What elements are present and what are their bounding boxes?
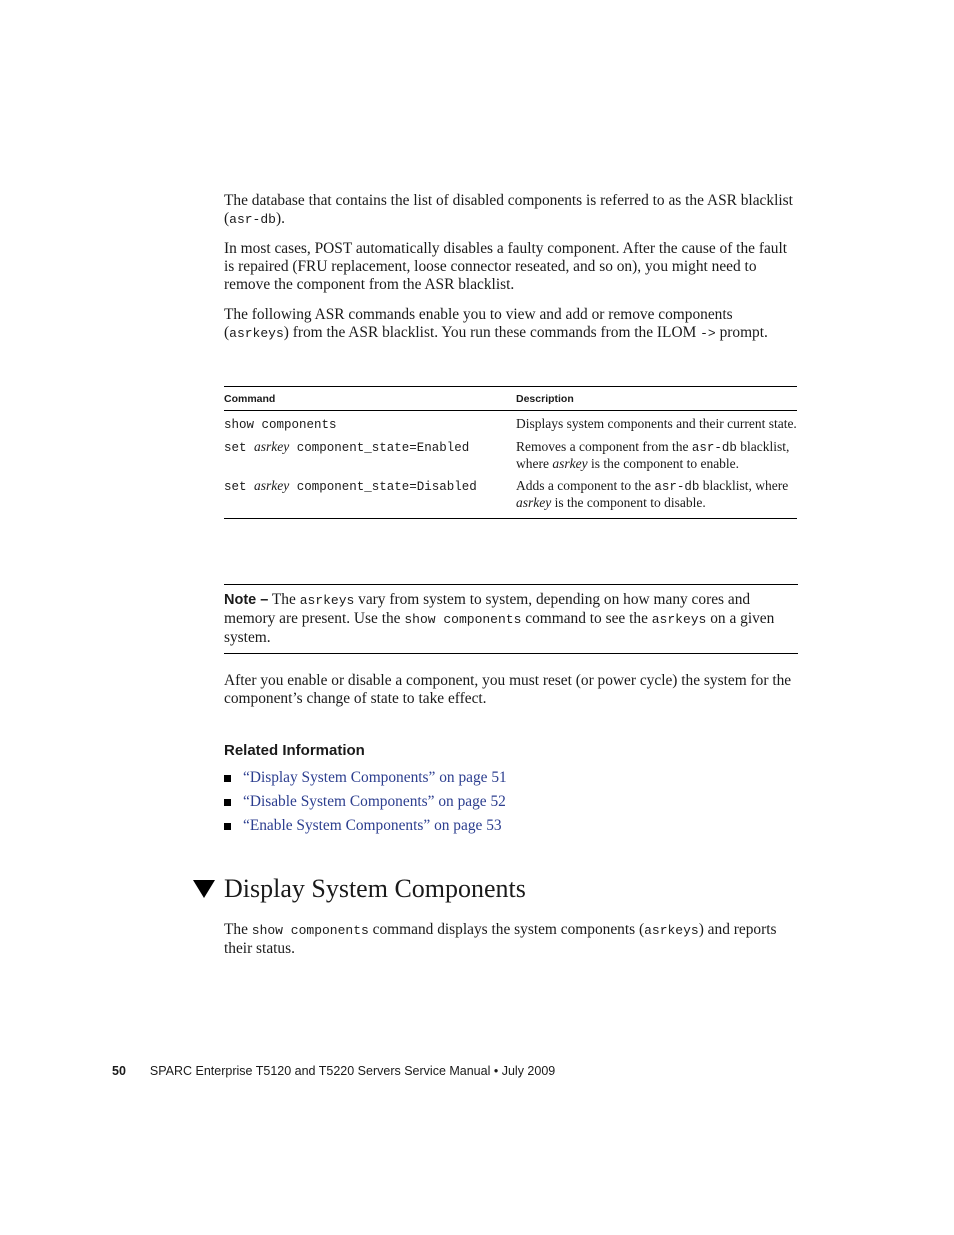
link-enable-system-components[interactable]: “Enable System Components” on page 53 <box>243 817 502 834</box>
code-asrkeys: asrkeys <box>651 612 707 627</box>
command-variable: asrkey <box>254 438 290 454</box>
bullet-icon <box>224 775 231 782</box>
para-text: The database that contains the list of disabled components is referred to as the ASR blacklist ( <box>224 192 793 227</box>
code-show-components: show components <box>404 612 522 627</box>
command-text: component_state=Enabled <box>289 440 470 455</box>
command-text: set <box>224 440 255 455</box>
description-variable: asrkey <box>516 495 552 510</box>
triangle-down-icon <box>193 880 215 898</box>
code-asrkeys: asrkeys <box>644 923 699 938</box>
section-heading <box>193 874 526 904</box>
para-text: prompt. <box>715 324 768 341</box>
section-heading-text: Display System Components <box>224 874 526 903</box>
para-show-components <box>224 921 798 958</box>
command-cell <box>224 411 516 434</box>
note-text: vary from system to system, depending on how many cores and memory are present. Use the <box>224 591 751 627</box>
note-label: Note – <box>224 592 269 608</box>
para-text: command displays the system components ( <box>368 921 645 938</box>
para-text: The following ASR commands enable you to view and add or remove components ( <box>224 306 733 341</box>
code-show-components: show components <box>251 923 369 938</box>
description-text: Displays system components and their current state. <box>516 416 797 431</box>
para-text: ) and reports their status. <box>224 921 777 957</box>
page-footer <box>112 1064 555 1078</box>
page-number: 50 <box>112 1064 126 1078</box>
footer-separator: • <box>493 1064 499 1078</box>
description-text: is the component to enable. <box>587 456 740 471</box>
code-asr-db: asr-db <box>654 479 700 494</box>
description-text: Removes a component from the <box>516 438 692 454</box>
description-cell <box>516 411 797 434</box>
code-prompt: -> <box>700 326 716 341</box>
command-variable: asrkey <box>254 477 290 493</box>
para-text: The <box>224 921 252 938</box>
footer-date: July 2009 <box>501 1064 556 1078</box>
footer-title: SPARC Enterprise T5120 and T5220 Servers Service Manual <box>149 1064 491 1078</box>
para-reset-system: After you enable or disable a component, you must reset (or power cycle) the system for the component’s change of state to take effect. <box>224 672 792 707</box>
command-text: set <box>224 479 255 494</box>
table-header-row <box>224 387 797 411</box>
bullet-icon <box>224 823 231 830</box>
related-links-list <box>224 766 507 838</box>
note-box <box>224 584 798 654</box>
description-cell <box>516 473 797 519</box>
para-asr-commands <box>224 306 798 343</box>
note-text: The <box>268 591 300 608</box>
code-asrkeys: asrkeys <box>229 326 284 341</box>
list-item <box>224 814 507 838</box>
code-asr-db: asr-db <box>691 440 737 455</box>
para-text: ). <box>275 210 285 227</box>
para-post-disables: In most cases, POST automatically disables a faulty component. After the cause of the fault is repaired (FRU replacement, loose connector reseated, and so on), you might need to remove the component from the ASR blacklist. <box>224 240 788 293</box>
code-asrkeys: asrkeys <box>299 593 355 608</box>
command-text: component_state=Disabled <box>289 479 477 494</box>
description-text: blacklist, where <box>699 477 789 493</box>
command-cell <box>224 434 516 473</box>
table-row <box>224 473 797 519</box>
list-item <box>224 766 507 790</box>
description-variable: asrkey <box>552 456 588 471</box>
para-text: ) from the ASR blacklist. You run these commands from the ILOM <box>283 324 701 341</box>
description-cell <box>516 434 797 473</box>
para-asr-blacklist <box>224 192 798 229</box>
command-cell <box>224 473 516 519</box>
description-text: blacklist, where <box>516 438 790 471</box>
table-row <box>224 434 797 473</box>
note-text: command to see the <box>521 610 652 627</box>
asr-commands-table <box>224 386 797 519</box>
note-text: on a given system. <box>224 610 775 646</box>
related-information-heading: Related Information <box>224 742 365 759</box>
description-text: Adds a component to the <box>516 477 655 493</box>
bullet-icon <box>224 799 231 806</box>
link-display-system-components[interactable]: “Display System Components” on page 51 <box>243 769 507 786</box>
link-disable-system-components[interactable]: “Disable System Components” on page 52 <box>243 793 506 810</box>
header-command: Command <box>224 387 516 411</box>
header-description: Description <box>516 387 797 411</box>
description-text: is the component to disable. <box>551 495 706 510</box>
list-item <box>224 790 507 814</box>
code-asr-db: asr-db <box>229 212 276 227</box>
table-row <box>224 411 797 434</box>
command-text: show components <box>224 418 337 432</box>
